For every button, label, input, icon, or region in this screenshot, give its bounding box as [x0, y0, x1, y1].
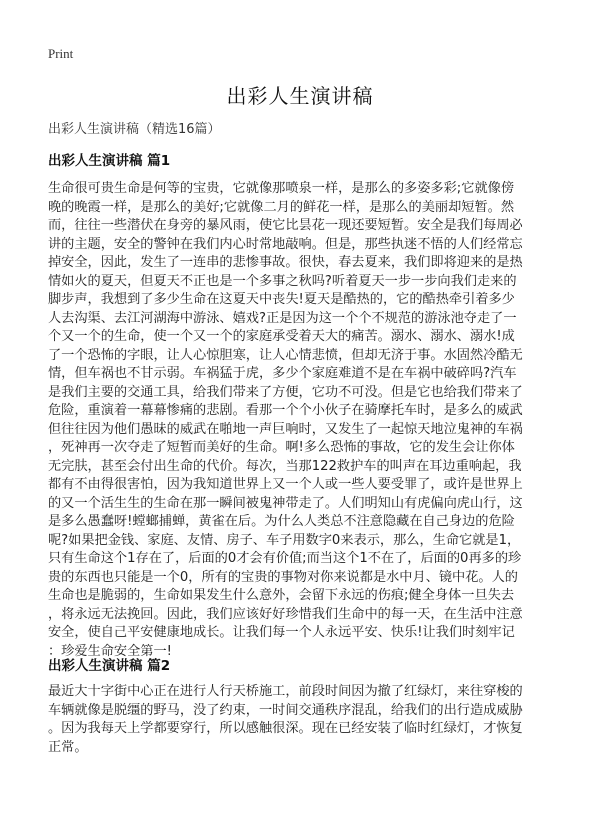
- section-body-2: [48, 683, 538, 757]
- text-line: ，将永远无法挽回。因此，我们应该好好珍惜我们生命中的每一天，在生活中注意: [48, 606, 523, 622]
- text-line: 个又一个的生命，使一个又一个的家庭承受着天大的痛苦。溺水、溺水、溺水!成: [48, 329, 515, 344]
- text-line: 车辆就像是脱缰的野马，没了约束，一时间交通秩序混乱，给我们的出行造成威胁: [48, 702, 523, 718]
- text-line: 是我们主要的交通工具，给我们带来了方便，它功不可没。但是它也给我们带来了: [48, 384, 523, 400]
- page-title: 出彩人生演讲稿: [226, 84, 374, 108]
- text-line: ，死神再一次夺走了短暂而美好的生命。啊!多么恐怖的事故，它的发生会让你体: [48, 440, 515, 455]
- text-line: 只有生命这个1存在了，后面的0才会有价值;而当这个1不在了，后面的0再多的珍: [48, 551, 522, 566]
- text-line: 呢?如果把金钱、家庭、友情、房子、车子用数字0来表示，那么，生命它就是1，: [48, 532, 521, 548]
- text-line: 是多么愚蠢呀!螳螂捕蝉，黄雀在后。为什么人类总不注意隐藏在自己身边的危险: [48, 514, 515, 529]
- text-line: 贵的东西也只能是一个0，所有的宝贵的事物对你来说都是水中月、镜中花。人的: [48, 569, 518, 585]
- text-line: 正常。: [48, 739, 88, 755]
- section-heading-1: 出彩人生演讲稿 篇1: [48, 153, 171, 169]
- section-body-1: [48, 180, 538, 661]
- text-line: 晚的晚霞一样，是那么的美好;它就像二月的鲜花一样，是那么的美丽却短暂。然: [48, 199, 515, 215]
- text-line: 安全，使自己平安健康地成长。让我们每一个人永远平安、快乐!让我们时刻牢记: [48, 625, 515, 640]
- text-line: 危险，重演着一幕幕惨痛的悲剧。看那一个个小伙子在骑摩托车时，是多么的威武: [48, 403, 523, 418]
- text-line: 都有不由得很害怕，因为我知道世界上又一个人或一些人要受罪了，或许是世界上: [48, 477, 523, 492]
- text-line: 情如火的夏天，但夏天不正也是一个多事之秋吗?听着夏天一步一步向我们走来的: [48, 273, 517, 289]
- text-line: ：珍爱生命安全第一!: [48, 643, 172, 659]
- text-line: 无完肤，甚至会付出生命的代价。每次，当那122救护车的叫声在耳边重响起，我: [48, 458, 522, 474]
- text-line: 脚步声，我想到了多少生命在这夏天中丧失!夏天是酷热的，它的酷热牵引着多少: [48, 292, 515, 307]
- text-line: 最近大十字街中心正在进行人行天桥施工，前段时间因为撤了红绿灯，来往穿梭的: [48, 684, 523, 699]
- section-heading-2: 出彩人生演讲稿 篇2: [48, 658, 171, 674]
- text-line: 但往往因为他们愚昧的威武在啪地一声巨响时，又发生了一起惊天地泣鬼神的车祸: [48, 421, 523, 437]
- text-line: 情，但车祸也不甘示弱。车祸猛于虎，多少个家庭难道不是在车祸中破碎吗?汽车: [48, 366, 517, 381]
- document-subtitle: 出彩人生演讲稿（精选16篇）: [48, 122, 221, 137]
- text-line: 生命也是脆弱的，生命如果发生什么意外，会留下永远的伤痕;健全身体一旦失去: [48, 588, 515, 603]
- text-line: 。因为我每天上学都要穿行，所以感触很深。现在已经安装了临时红绿灯，才恢复: [48, 721, 523, 736]
- text-line: 掉安全，因此，发生了一连串的悲惨事故。很快，春去夏来，我们即将迎来的是热: [48, 255, 523, 270]
- text-line: 的又一个活生生的生命在那一瞬间被鬼神带走了。人们明知山有虎偏向虎山行，这: [48, 495, 523, 511]
- text-line: 了一个恐怖的字眼，让人心惊胆寒，让人心情悲愤，但却无济于事。水固然冷酷无: [48, 347, 523, 363]
- print-label: Print: [48, 46, 74, 61]
- text-line: 人去沟渠、去江河湖海中游泳、嬉戏?正是因为这一个个不规范的游泳池夺走了一: [48, 310, 517, 326]
- text-line: 而，往往一些潜伏在身旁的暴风雨，使它比昙花一现还要短暂。安全是我们每周必: [48, 218, 523, 233]
- text-line: 讲的主题，安全的警钟在我们内心时常地敲响。但是，那些执迷不悟的人们经常忘: [48, 236, 523, 252]
- text-line: 生命很可贵生命是何等的宝贵，它就像那喷泉一样，是那么的多姿多彩;它就像傍: [48, 181, 515, 196]
